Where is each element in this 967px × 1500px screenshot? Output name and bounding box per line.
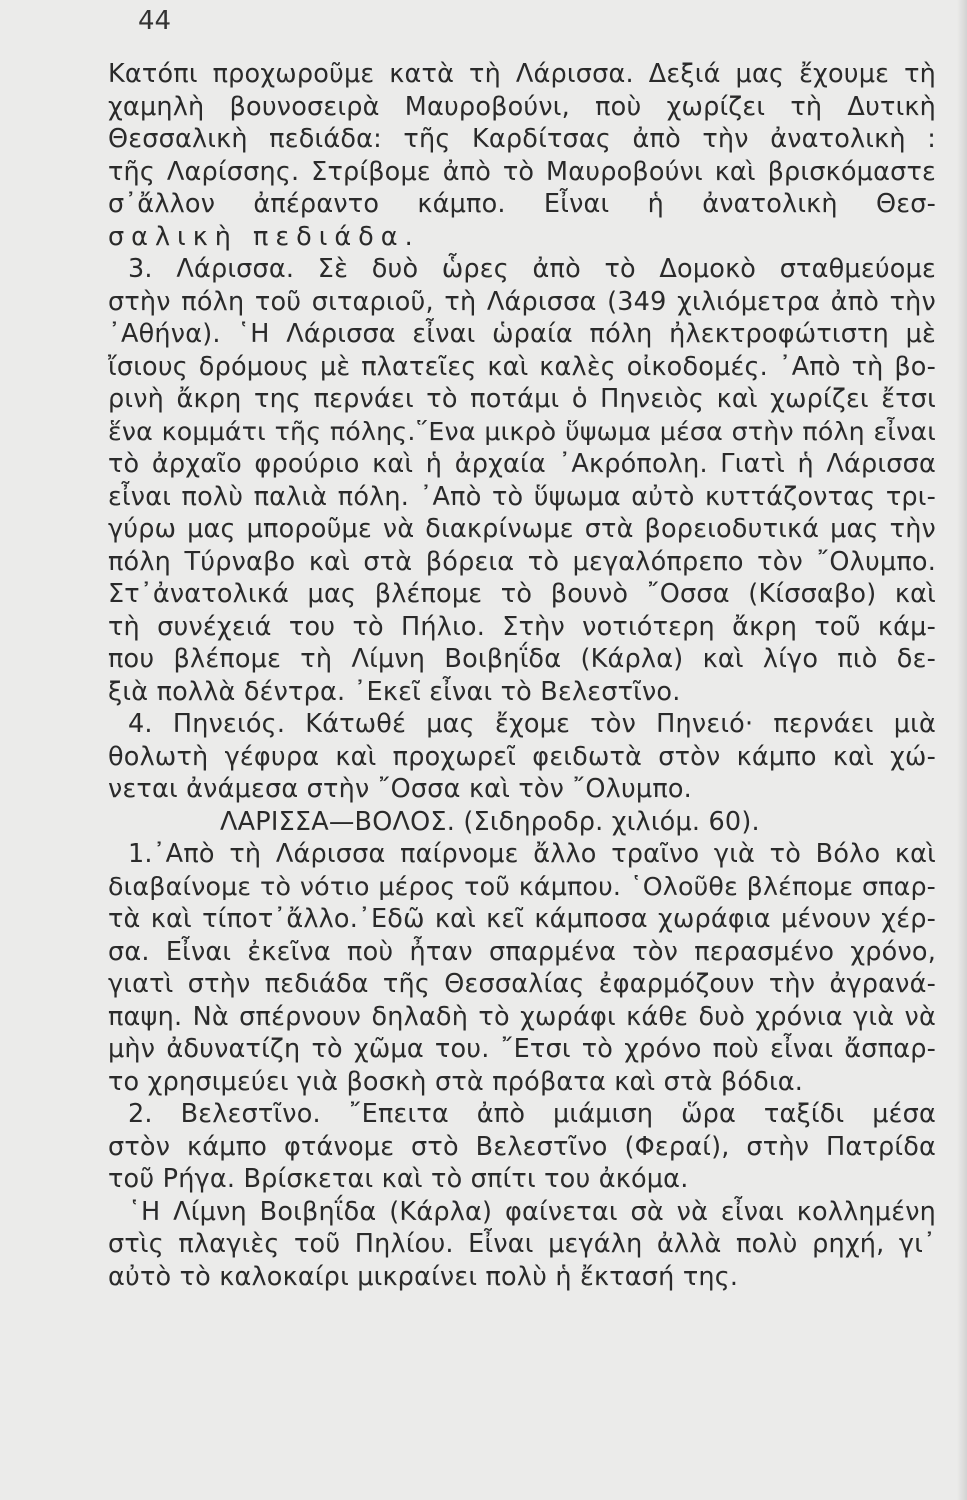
- text-line: σαλικὴ πεδιάδα.: [108, 221, 420, 252]
- text-line: διαβαίνομε τὸ νότιο μέρος τοῦ κάμπου. ῾Ολοῦθε βλέπομε σπαρ-: [108, 871, 936, 901]
- text-line: ξιὰ πολλὰ δέντρα. ᾽Εκεῖ εἶναι τὸ Βελεστῖνο.: [108, 676, 681, 707]
- text-line: 3. Λάρισσα. Σὲ δυὸ ὧρες ἀπὸ τὸ Δομοκὸ σταθμεύομε: [128, 254, 936, 284]
- text-line: τὴ συνέχειά του τὸ Πήλιο. Στὴν νοτιότερη ἄκρη τοῦ κάμ-: [108, 611, 936, 642]
- text-line: το χρησιμεύει γιὰ βοσκὴ στὰ πρόβατα καὶ στὰ βόδια.: [108, 1066, 804, 1097]
- text-line: ῾Η Λίμνη Βοιβηΐδα (Κάρλα) φαίνεται σὰ νὰ εἶναι κολλημένη: [128, 1196, 936, 1227]
- text-line: που βλέπομε τὴ Λίμνη Βοιβηΐδα (Κάρλα) καὶ λίγο πιὸ δε-: [108, 644, 936, 674]
- body-text: [108, 58, 936, 1293]
- text-line: Στ᾽ἀνατολικά μας βλέπομε τὸ βουνὸ ῎Οσσα (Κίσσαβο) καὶ: [108, 579, 936, 609]
- text-line: τῆς Λαρίσσης. Στρίβομε ἀπὸ τὸ Μαυροβούνι καὶ βρισκόμαστε: [108, 156, 936, 187]
- page-edge-shadow: [957, 0, 967, 1500]
- text-line: αὐτὸ τὸ καλοκαίρι μικραίνει πολὺ ἡ ἔκτασή της.: [108, 1261, 739, 1292]
- page-number: 44: [138, 6, 172, 36]
- text-line: στὸν κάμπο φτάνομε στὸ Βελεστῖνο (Φεραί), στὴν Πατρίδα: [108, 1131, 936, 1162]
- text-line: παψη. Νὰ σπέρνουν δηλαδὴ τὸ χωράφι κάθε δυὸ χρόνια γιὰ νὰ: [108, 1001, 936, 1032]
- text-line: στὴν πόλη τοῦ σιταριοῦ, τὴ Λάρισσα (349 χιλιόμετρα ἀπὸ τὴν: [108, 286, 936, 317]
- text-line: γύρω μας μποροῦμε νὰ διακρίνωμε στὰ βορειοδυτικά μας τὴν: [108, 514, 936, 544]
- text-line: πόλη Τύρναβο καὶ στὰ βόρεια τὸ μεγαλόπρεπο τὸν ῎Ολυμπο.: [108, 546, 936, 577]
- text-line: νεται ἀνάμεσα στὴν ῎Οσσα καὶ τὸν ῎Ολυμπο.: [108, 774, 692, 804]
- text-line: στὶς πλαγιὲς τοῦ Πηλίου. Εἶναι μεγάλη ἀλλὰ πολὺ ρηχή, γι᾽: [108, 1229, 936, 1259]
- text-line: 1.᾽Απὸ τὴ Λάρισσα παίρνομε ἄλλο τραῖνο γιὰ τὸ Βόλο καὶ: [128, 839, 936, 869]
- text-line: θολωτὴ γέφυρα καὶ προχωρεῖ φειδωτὰ στὸν κάμπο καὶ χώ-: [108, 741, 936, 772]
- text-line: Κατόπι προχωροῦμε κατὰ τὴ Λάρισσα. Δεξιά μας ἔχουμε τὴ: [108, 59, 936, 89]
- text-line: σ᾽ἄλλον ἀπέραντο κάμπο. Εἶναι ἡ ἀνατολικὴ Θεσ-: [108, 189, 936, 219]
- text-line: ΛΑΡΙΣΣΑ—ΒΟΛΟΣ. (Σιδηροδρ. χιλιόμ. 60).: [220, 806, 760, 837]
- text-line: ᾽Αθήνα). ῾Η Λάρισσα εἶναι ὡραία πόλη ἠλεκτροφώτιστη μὲ: [108, 319, 936, 349]
- text-line: εἶναι πολὺ παλιὰ πόλη. ᾽Απὸ τὸ ὕψωμα αὐτὸ κυττάζοντας τρι-: [108, 481, 936, 512]
- text-line: σα. Εἶναι ἐκεῖνα ποὺ ἦταν σπαρμένα τὸν περασμένο χρόνο,: [108, 936, 936, 967]
- text-line: μὴν ἀδυνατίζη τὸ χῶμα του. ῎Ετσι τὸ χρόνο ποὺ εἶναι ἄσπαρ-: [108, 1034, 936, 1064]
- text-line: Θεσσαλικὴ πεδιάδα: τῆς Καρδίτσας ἀπὸ τὴν ἀνατολικὴ :: [108, 124, 936, 154]
- text-line: ἕνα κομμάτι τῆς πόλης.῞Ενα μικρὸ ὕψωμα μέσα στὴν πόλη εἶναι: [108, 416, 936, 446]
- text-line: τοῦ Ρήγα. Βρίσκεται καὶ τὸ σπίτι του ἀκόμα.: [108, 1164, 689, 1194]
- text-line: γιατὶ στὴν πεδιάδα τῆς Θεσσαλίας ἐφαρμόζουν τὴν ἀγρανά-: [108, 969, 936, 999]
- text-line: ρινὴ ἄκρη της περνάει τὸ ποτάμι ὁ Πηνειὸς καὶ χωρίζει ἔτσι: [108, 384, 936, 414]
- text-line: τὸ ἀρχαῖο φρούριο καὶ ἡ ἀρχαία ᾽Ακρόπολη. Γιατὶ ἡ Λάρισσα: [108, 449, 936, 479]
- text-line: ἴσιους δρόμους μὲ πλατεῖες καὶ καλὲς οἰκοδομές. ᾽Απὸ τὴ βο-: [108, 351, 936, 382]
- text-line: 2. Βελεστῖνο. ῎Επειτα ἀπὸ μιάμιση ὥρα ταξίδι μέσα: [128, 1099, 936, 1129]
- text-line: 4. Πηνειός. Κάτωθέ μας ἔχομε τὸν Πηνειό· περνάει μιὰ: [128, 709, 936, 739]
- text-line: χαμηλὴ βουνοσειρὰ Μαυροβούνι, ποὺ χωρίζει τὴ Δυτικὴ: [108, 91, 936, 122]
- text-line: τὰ καὶ τίποτ᾽ἄλλο.᾽Εδῶ καὶ κεῖ κάμποσα χωράφια μένουν χέρ-: [108, 904, 936, 934]
